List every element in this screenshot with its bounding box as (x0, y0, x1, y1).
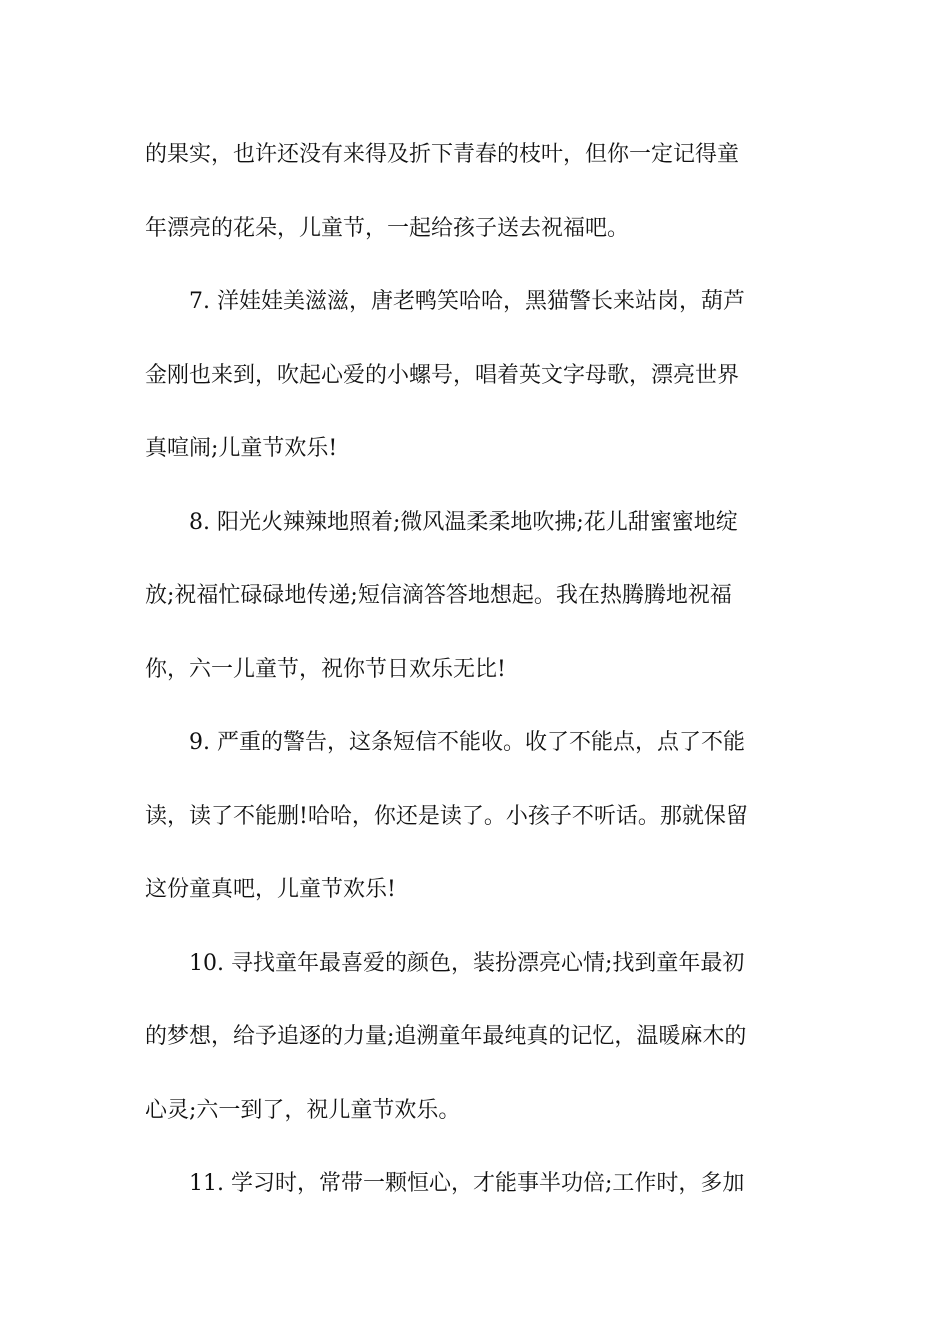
text-line: 心灵;六一到了，祝儿童节欢乐。 (145, 1097, 461, 1123)
text-line: 的果实，也许还没有来得及折下青春的枝叶，但你一定记得童 (145, 142, 740, 167)
paragraph-start-line: 9. 严重的警告，这条短信不能收。收了不能点，点了不能 (189, 730, 745, 755)
paragraph-start-line: 10. 寻找童年最喜爱的颜色，装扮漂亮心情;找到童年最初 (189, 950, 745, 976)
text-line: 金刚也来到，吹起心爱的小螺号，唱着英文字母歌，漂亮世界 (145, 362, 740, 388)
text-line: 这份童真吧，儿童节欢乐! (145, 877, 396, 902)
text-line: 年漂亮的花朵，儿童节，一起给孩子送去祝福吧。 (145, 215, 630, 241)
paragraph-start-line: 8. 阳光火辣辣地照着;微风温柔柔地吹拂;花儿甜蜜蜜地绽 (189, 509, 738, 535)
paragraph-start-line: 7. 洋娃娃美滋滋，唐老鸭笑哈哈，黑猫警长来站岗，葫芦 (189, 289, 745, 314)
text-line: 真喧闹;儿童节欢乐! (145, 436, 338, 461)
document-body (145, 118, 807, 1221)
text-line: 你，六一儿童节，祝你节日欢乐无比! (145, 656, 506, 682)
text-line: 放;祝福忙碌碌地传递;短信滴答答地想起。我在热腾腾地祝福 (145, 583, 732, 608)
text-line: 的梦想，给予追逐的力量;追溯童年最纯真的记忆，温暖麻木的 (145, 1024, 747, 1049)
text-line: 读，读了不能删!哈哈，你还是读了。小孩子不听话。那就保留 (145, 803, 748, 829)
paragraph-start-line: 11. 学习时，常带一颗恒心，才能事半功倍;工作时，多加 (189, 1171, 745, 1196)
